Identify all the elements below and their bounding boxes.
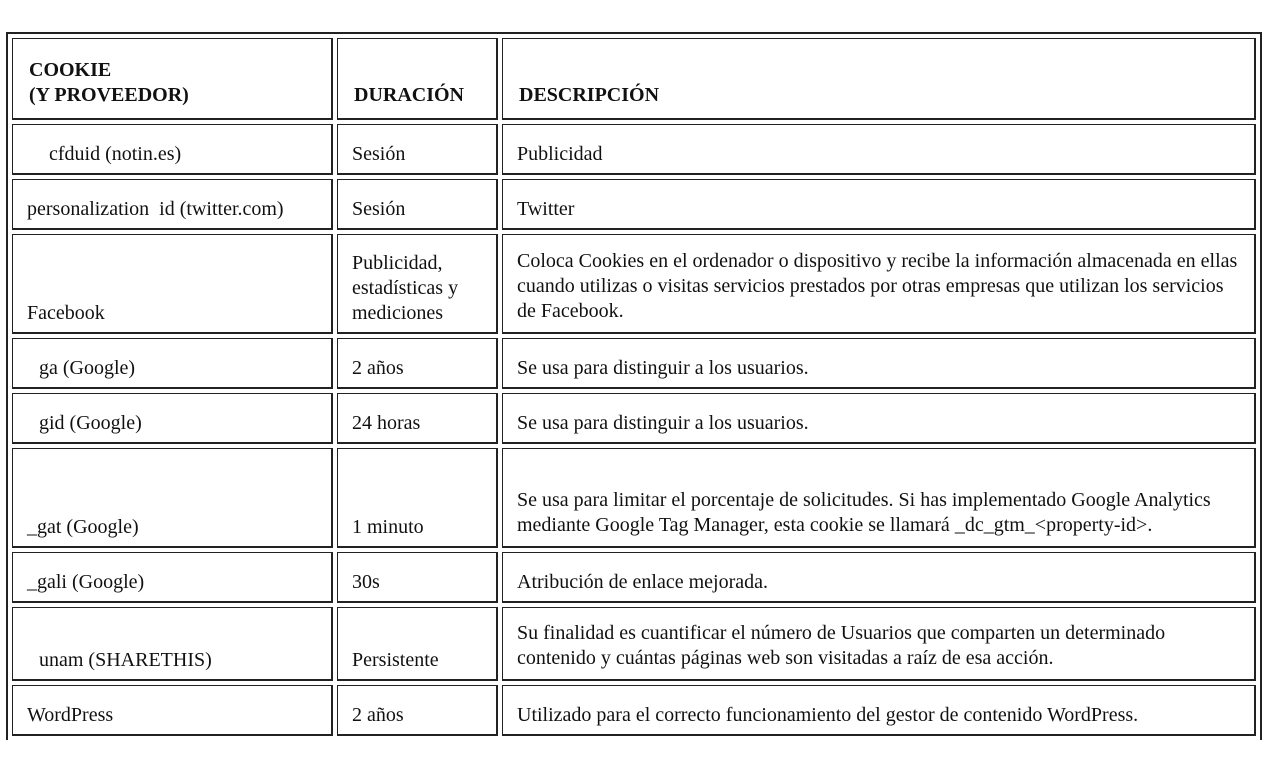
description-cell: Se usa para distinguir a los usuarios. — [502, 393, 1256, 444]
header-duration: DURACIÓN — [337, 38, 498, 120]
description-cell: Coloca Cookies en el ordenador o dispositivo y recibe la información almacenada en ellas cuando utilizas o visitas servicios prestados por otras empresas que utilizan los servicios de Facebook. — [502, 234, 1256, 334]
cookie-name-cell: gid (Google) — [12, 393, 333, 444]
header-cookie-line2: (Y PROVEEDOR) — [29, 84, 189, 106]
header-cookie-line1: COOKIE — [29, 59, 112, 81]
description-cell: Su finalidad es cuantificar el número de Usuarios que comparten un determinado contenido y cuántas páginas web son visitadas a raíz de esa acción. — [502, 607, 1256, 681]
description-cell: Twitter — [502, 179, 1256, 230]
duration-cell: Sesión — [337, 124, 498, 175]
table-row — [12, 124, 1256, 175]
cookie-name-cell: personalization id (twitter.com) — [12, 179, 333, 230]
header-cookie — [12, 38, 333, 120]
duration-cell: Persistente — [337, 607, 498, 681]
duration-cell: 2 años — [337, 685, 498, 736]
header-description: DESCRIPCIÓN — [502, 38, 1256, 120]
table-row — [12, 685, 1256, 736]
description-cell: Utilizado para el correcto funcionamiento del gestor de contenido WordPress. — [502, 685, 1256, 736]
duration-cell: 30s — [337, 552, 498, 603]
duration-cell: Publicidad, estadísticas y mediciones — [337, 234, 498, 334]
description-cell: Se usa para distinguir a los usuarios. — [502, 338, 1256, 389]
header-row — [12, 38, 1256, 120]
table-row — [12, 607, 1256, 681]
duration-cell: 1 minuto — [337, 448, 498, 548]
table-row — [12, 179, 1256, 230]
duration-cell: 2 años — [337, 338, 498, 389]
table-row — [12, 393, 1256, 444]
cookie-name-cell: _gat (Google) — [12, 448, 333, 548]
cookie-name-cell: _gali (Google) — [12, 552, 333, 603]
table-row — [12, 448, 1256, 548]
table-row — [12, 234, 1256, 334]
cookie-name-cell: unam (SHARETHIS) — [12, 607, 333, 681]
description-cell: Atribución de enlace mejorada. — [502, 552, 1256, 603]
description-cell: Publicidad — [502, 124, 1256, 175]
cookie-name-cell: Facebook — [12, 234, 333, 334]
table-row — [12, 552, 1256, 603]
duration-cell: Sesión — [337, 179, 498, 230]
table-row — [12, 338, 1256, 389]
cookie-table — [6, 32, 1262, 740]
description-cell: Se usa para limitar el porcentaje de solicitudes. Si has implementado Google Analytics mediante Google Tag Manager, esta cookie se llamará _dc_gtm_<property-id>. — [502, 448, 1256, 548]
duration-cell: 24 horas — [337, 393, 498, 444]
cookie-name-cell: WordPress — [12, 685, 333, 736]
cookie-name-cell: cfduid (notin.es) — [12, 124, 333, 175]
cookie-name-cell: ga (Google) — [12, 338, 333, 389]
